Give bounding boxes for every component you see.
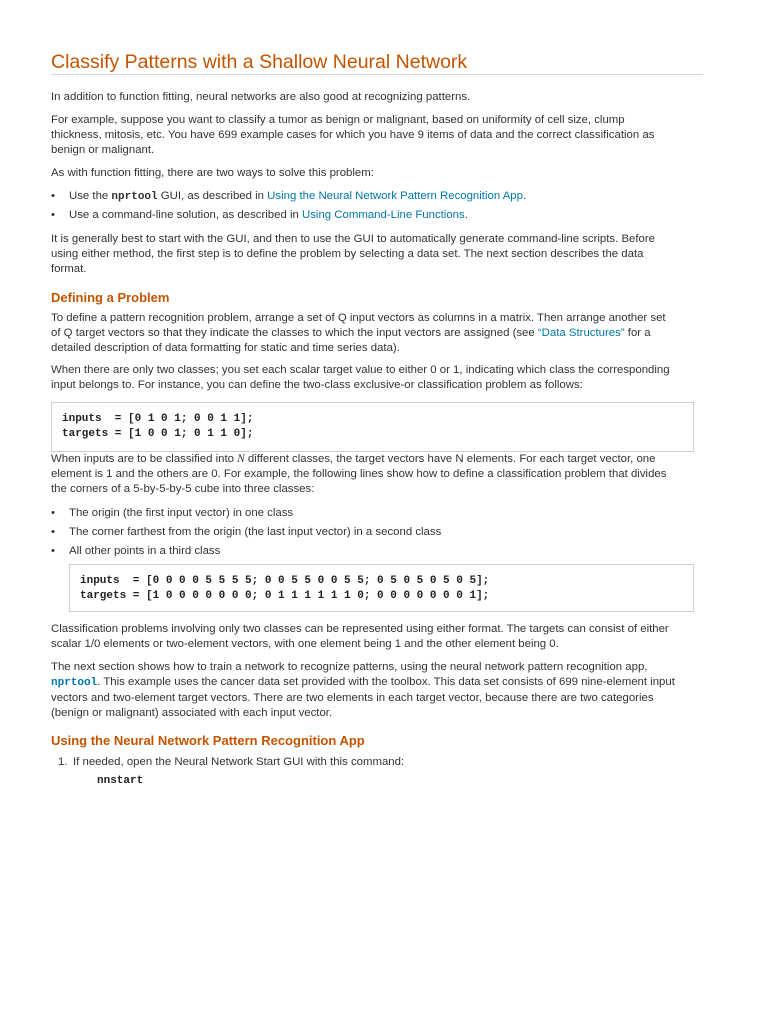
gui-advice-line-2: using either method, the first step is to define the problem by selecting a data set. The next section describes the data xyxy=(51,248,644,260)
title-divider xyxy=(51,74,703,75)
n-classes-line-1-start: When inputs are to be classified into xyxy=(51,453,238,465)
way-gui-middle: GUI, as described in xyxy=(157,190,268,202)
page-title: Classify Patterns with a Shallow Neural Network xyxy=(51,51,468,73)
intro-paragraph: In addition to function fitting, neural networks are also good at recognizing patterns. xyxy=(51,91,471,103)
n-classes-line-2: element is 1 and the others are 0. For example, the following lines show how to define a classification problem that divides xyxy=(51,468,667,480)
bullet-marker: • xyxy=(51,209,55,221)
gui-advice-paragraph xyxy=(51,232,706,277)
way-gui-prefix: Use the xyxy=(69,190,112,202)
bullet-marker: • xyxy=(51,526,55,538)
way-cli-prefix: Use a command-line solution, as described in xyxy=(69,209,302,221)
class-item-text: The origin (the first input vector) in one class xyxy=(69,507,294,519)
bullet-marker: • xyxy=(51,545,55,557)
two-classes-paragraph xyxy=(51,363,706,393)
next-section-line-1: The next section shows how to train a network to recognize patterns, using the neural network pattern recognition app, xyxy=(51,661,648,673)
define-line-3: detailed description of data formatting for static and time series data). xyxy=(51,342,400,354)
two-ways-paragraph: As with function fitting, there are two ways to solve this problem: xyxy=(51,167,374,179)
next-section-line-4: (benign or malignant) associated with each input vector. xyxy=(51,707,333,719)
step-number: 1. xyxy=(58,756,68,768)
example-paragraph xyxy=(51,113,706,158)
two-classes-line-1: When there are only two classes; you set each scalar target value to either 0 or 1, indicating which class the corresponding xyxy=(51,364,670,376)
code-line-targets: targets = [1 0 0 1; 0 1 1 0]; xyxy=(62,428,254,440)
class-item-text: The corner farthest from the origin (the last input vector) in a second class xyxy=(69,526,442,538)
bullet-marker: • xyxy=(51,190,55,202)
format-line-2: scalar 1/0 elements or two-element vectors, with one element being 1 and the other element being 0. xyxy=(51,638,559,650)
nnstart-command: nnstart xyxy=(97,775,144,787)
format-line-1: Classification problems involving only two classes can be represented using either format. The targets can consist of either xyxy=(51,623,669,635)
way-cli-suffix: . xyxy=(464,209,468,221)
two-classes-line-2: input belongs to. For instance, you can define the two-class exclusive-or classification problem as follows: xyxy=(51,379,583,391)
define-line-2-start: of Q target vectors so that they indicate the classes to which the input vectors are assigned (see xyxy=(51,327,538,339)
gui-advice-line-1: It is generally best to start with the GUI, and then to use the GUI to automatically generate command-line scripts. Before xyxy=(51,233,655,245)
example-line-1: For example, suppose you want to classify a tumor as benign or malignant, based on uniformity of cell size, clump xyxy=(51,114,625,126)
code-line-inputs: inputs = [0 1 0 1; 0 0 1 1]; xyxy=(62,413,254,425)
section-heading-pattern-recognition-app: Using the Neural Network Pattern Recognition App xyxy=(51,733,365,748)
bullet-marker: • xyxy=(51,507,55,519)
example-line-3: benign or malignant. xyxy=(51,144,155,156)
define-line-1: To define a pattern recognition problem, arrange a set of Q input vectors as columns in a matrix. Then arrange another set xyxy=(51,312,666,324)
define-problem-paragraph xyxy=(51,311,706,356)
way-gui-suffix: . xyxy=(522,190,527,202)
command-line-functions-link[interactable]: Using Command-Line Functions xyxy=(302,209,465,221)
n-classes-line-3: the corners of a 5-by-5-by-5 cube into three classes: xyxy=(51,483,315,495)
pattern-recognition-app-link[interactable]: Using the Neural Network Pattern Recognition App xyxy=(267,190,523,202)
section-heading-defining-problem: Defining a Problem xyxy=(51,290,170,305)
data-structures-link[interactable]: “Data Structures” xyxy=(537,327,625,339)
nprtool-code: nprtool xyxy=(111,191,158,203)
class-item-text: All other points in a third class xyxy=(69,545,221,557)
n-classes-paragraph xyxy=(51,452,706,497)
code-line-targets: targets = [1 0 0 0 0 0 0 0; 0 1 1 1 1 1 1 0; 0 0 0 0 0 0 0 1]; xyxy=(80,590,490,602)
next-section-line-2: . This example uses the cancer data set provided with the toolbox. This data set consists of 699 nine-element input xyxy=(97,676,675,688)
two-class-format-paragraph xyxy=(51,622,706,652)
next-section-paragraph xyxy=(51,660,706,721)
xor-code-block xyxy=(51,402,694,452)
example-line-2: thickness, mitosis, etc. You have 699 example cases for which you have 9 items of data and the correct classification as xyxy=(51,129,655,141)
nprtool-code-link[interactable]: nprtool xyxy=(51,677,98,689)
define-line-2-end: for a xyxy=(624,327,651,339)
n-classes-line-1-end: different classes, the target vectors have N elements. For each target vector, one xyxy=(244,453,656,465)
next-section-line-3: vectors and two-element target vectors. There are two elements in each target vector, because there are two categories xyxy=(51,692,654,704)
cube-code-block xyxy=(69,564,694,612)
step-text: If needed, open the Neural Network Start GUI with this command: xyxy=(73,756,405,768)
code-line-inputs: inputs = [0 0 0 0 5 5 5 5; 0 0 5 5 0 0 5 5; 0 5 0 5 0 5 0 5]; xyxy=(80,575,490,587)
gui-advice-line-3: format. xyxy=(51,263,87,275)
n-variable: N xyxy=(237,453,245,465)
